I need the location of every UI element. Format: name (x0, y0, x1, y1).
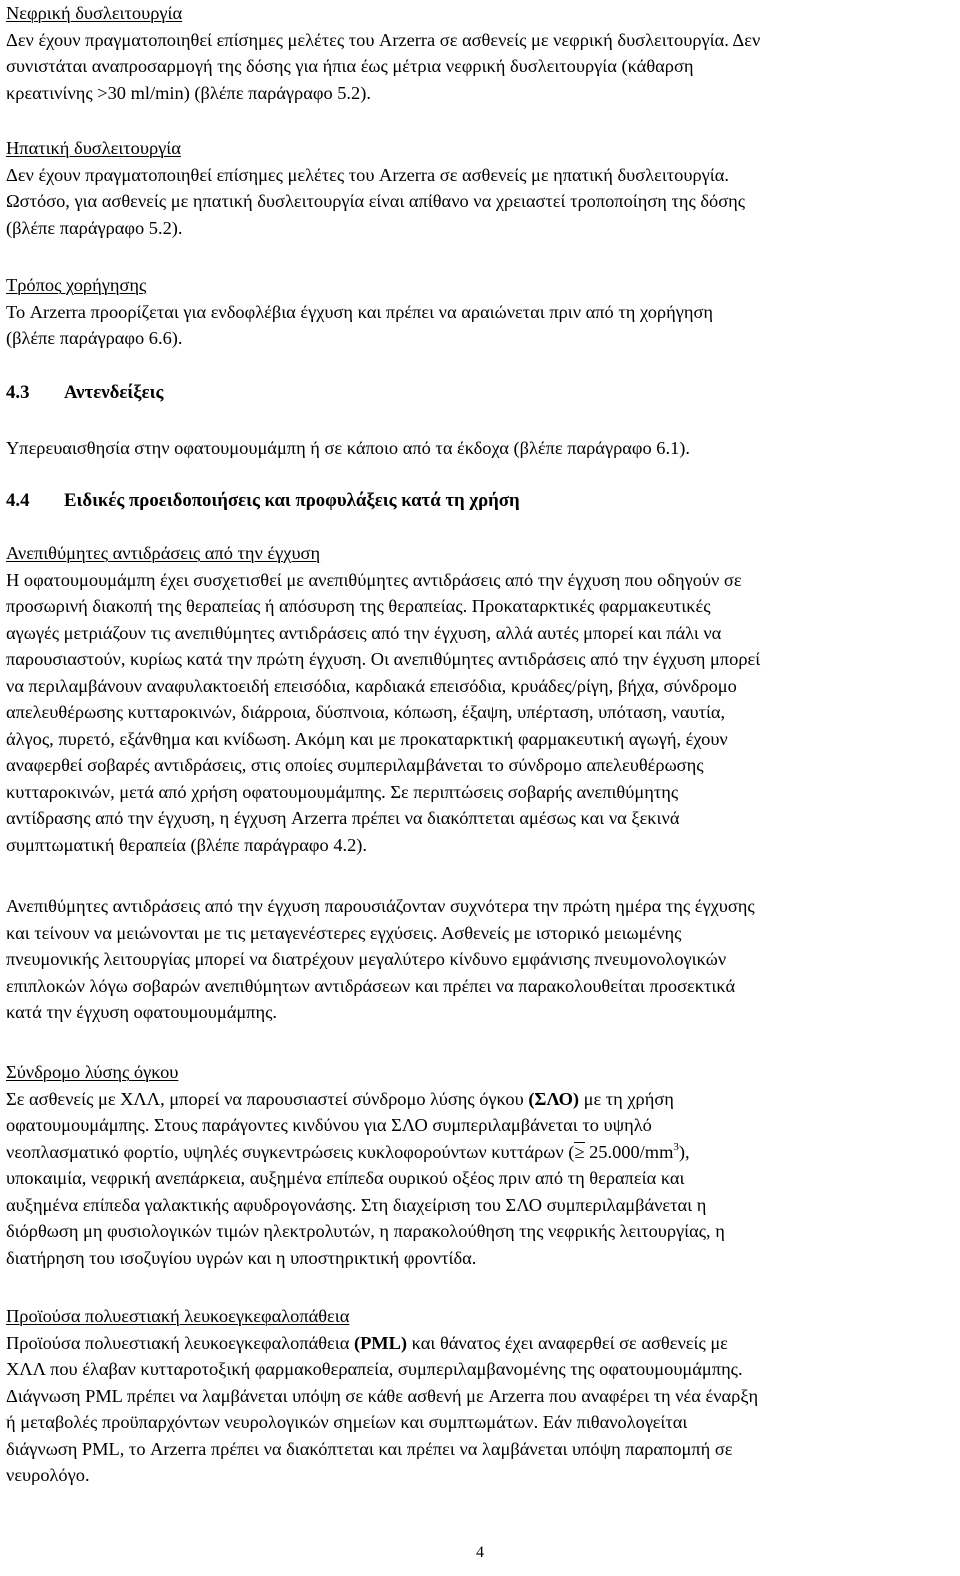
infusion-line: αγωγές μετριάζουν τις ανεπιθύμητες αντιδράσεις από την έγχυση, αλλά αυτές μπορεί και πάλι να (6, 622, 722, 643)
section-title: Αντενδείξεις (64, 382, 164, 403)
infusion-line: επιπλοκών λόγω σοβαρών ανεπιθύμητων αντιδράσεων και πρέπει να παρακολουθείται προσεκτικά (6, 975, 736, 996)
section-title: Ειδικές προειδοποιήσεις και προφυλάξεις κατά τη χρήση (64, 490, 520, 511)
renal-title: Νεφρική δυσλειτουργία (6, 3, 183, 23)
section-4-3-heading (6, 382, 163, 404)
contraindications-text: Υπερευαισθησία στην οφατουμουμάμπη ή σε κάποιο από τα έκδοχα (βλέπε παράγραφο 6.1). (6, 438, 690, 458)
renal-line: συνιστάται αναπροσαρμογή της δόσης για ήπια έως μέτρια νεφρική δυσλειτουργία (κάθαρση (6, 56, 694, 76)
pml-line: διάγνωση PML, το Arzerra πρέπει να διακόπτεται και πρέπει να λαμβάνεται υπόψη παραπομπή σε (6, 1438, 733, 1459)
infusion-line: να περιλαμβάνουν αναφυλακτοειδή επεισόδια, καρδιακά επεισόδια, κρυάδες/ρίγη, βήχα, σύνδρομο (6, 675, 737, 696)
hepatic-title: Ηπατική δυσλειτουργία (6, 138, 181, 158)
hepatic-section (6, 135, 942, 241)
infusion-line: συμπτωματική θεραπεία (βλέπε παράγραφο 4.2). (6, 834, 368, 855)
infusion-line: Ανεπιθύμητες αντιδράσεις από την έγχυση παρουσιάζονταν συχνότερα την πρώτη ημέρα της έγχυσης (6, 896, 755, 916)
infusion-line: άλγος, πυρετό, εξάνθημα και κνίδωση. Ακόμη και με προκαταρκτική φαρμακευτική αγωγή, έχουν (6, 728, 728, 749)
hepatic-line: Ωστόσο, για ασθενείς με ηπατική δυσλειτουργία είναι απίθανο να χρειαστεί τροποποίηση της δόσης (6, 191, 746, 211)
tls-line: αυξημένα επίπεδα γαλακτικής αφυδρογονάσης. Στη διαχείριση του ΣΛΟ συμπεριλαμβάνεται η (6, 1194, 707, 1215)
contraindications-section (6, 435, 942, 462)
tls-line (6, 1086, 942, 1113)
renal-line: Δεν έχουν πραγματοποιηθεί επίσημες μελέτες του Arzerra σε ασθενείς με νεφρική δυσλειτουργία. Δεν (6, 29, 761, 50)
section-number: 4.3 (6, 382, 30, 403)
tls-line: διόρθωση μη φυσιολογικών τιμών ηλεκτρολυτών, η παρακολούθηση της νεφρικής λειτουργίας, η (6, 1221, 725, 1241)
administration-line: Το Arzerra προορίζεται για ενδοφλέβια έγχυση και πρέπει να αραιώνεται πριν από τη χορήγηση (6, 301, 713, 322)
infusion-line: απελευθέρωσης κυτταροκινών, διάρροια, δύσπνοια, κόπωση, έξαψη, υπέρταση, υπόταση, ναυτία, (6, 702, 726, 722)
infusion-line: και τείνουν να μειώνονται με τις μεταγενέστερες εγχύσεις. Ασθενείς με ιστορικό μειωμένης (6, 922, 682, 943)
tls-text: με τη χρήση (579, 1088, 674, 1109)
infusion-title: Ανεπιθύμητες αντιδράσεις από την έγχυση (6, 543, 321, 563)
infusion-line: κατά την έγχυση οφατουμουμάμπης. (6, 1002, 277, 1022)
administration-line: (βλέπε παράγραφο 6.6). (6, 328, 183, 348)
infusion-line: Η οφατουμουμάμπη έχει συσχετισθεί με ανεπιθύμητες αντιδράσεις από την έγχυση που οδηγούν σε (6, 569, 742, 590)
renal-section (6, 0, 942, 106)
tls-title: Σύνδρομο λύσης όγκου (6, 1062, 179, 1082)
administration-title: Τρόπος χορήγησης (6, 275, 147, 295)
infusion-line: παρουσιαστούν, κυρίως κατά την πρώτη έγχυση. Οι ανεπιθύμητες αντιδράσεις από την έγχυση μπορεί (6, 649, 761, 669)
pml-line: ΧΛΛ που έλαβαν κυτταροτοξική φαρμακοθεραπεία, συμπεριλαμβανομένης της οφατουμουμάμπης. (6, 1359, 743, 1379)
renal-line: κρεατινίνης >30 ml/min) (βλέπε παράγραφο 5.2). (6, 82, 371, 103)
superscript: 3 (673, 1140, 679, 1153)
tls-text: Σε ασθενείς με ΧΛΛ, μπορεί να παρουσιαστεί σύνδρομο λύσης όγκου (6, 1088, 529, 1109)
infusion-line: πνευμονικής λειτουργίας μπορεί να διατρέχουν μεγαλύτερο κίνδυνο εμφάνισης πνευμονολογικών (6, 949, 727, 969)
tls-line: οφατουμουμάμπης. Στους παράγοντες κινδύνου για ΣΛΟ συμπεριλαμβάνεται το υψηλό (6, 1115, 652, 1135)
infusion-paragraph-2 (6, 893, 942, 1026)
infusion-line: αντίδρασης από την έγχυση, η έγχυση Arzerra πρέπει να διακόπτεται αμέσως και να ξεκινά (6, 808, 680, 828)
tls-text: νεοπλασματικό φορτίο, υψηλές συγκεντρώσεις κυκλοφορούντων κυττάρων ( (6, 1141, 575, 1162)
infusion-line: προσωρινή διακοπή της θεραπείας ή απόσυρση της θεραπείας. Προκαταρκτικές φαρμακευτικές (6, 596, 711, 616)
hepatic-line: Δεν έχουν πραγματοποιηθεί επίσημες μελέτες του Arzerra σε ασθενείς με ηπατική δυσλειτουργία. (6, 164, 729, 185)
pml-line: νευρολόγο. (6, 1465, 90, 1485)
infusion-section (6, 540, 942, 858)
pml-section (6, 1303, 942, 1489)
tls-line (6, 1139, 942, 1166)
pml-line: Διάγνωση PML πρέπει να λαμβάνεται υπόψη σε κάθε ασθενή με Arzerra που αναφέρει τη νέα έναρξη (6, 1385, 759, 1406)
section-number: 4.4 (6, 490, 30, 511)
page-number: 4 (476, 1544, 484, 1561)
tls-text: ), (678, 1141, 690, 1162)
pml-abbreviation: (PML) (353, 1332, 408, 1353)
hepatic-line: (βλέπε παράγραφο 5.2). (6, 217, 183, 238)
tls-line: διατήρηση του ισοζυγίου υγρών και η υποστηρικτική φροντίδα. (6, 1247, 477, 1268)
tls-line: υποκαιμία, νεφρική ανεπάρκεια, αυξημένα επίπεδα ουρικού οξέος πριν από τη θεραπεία και (6, 1168, 685, 1188)
section-4-4-heading (6, 490, 520, 512)
administration-section (6, 272, 942, 352)
tls-abbreviation: (ΣΛΟ) (528, 1088, 580, 1109)
pml-text: Προϊούσα πολυεστιακή λευκοεγκεφαλοπάθεια (6, 1332, 354, 1353)
pml-text: και θάνατος έχει αναφερθεί σε ασθενείς με (407, 1332, 728, 1353)
tls-section (6, 1059, 942, 1271)
infusion-line: αναφερθεί σοβαρές αντιδράσεις, στις οποίες συμπεριλαμβάνεται το σύνδρομο απελευθέρωσης (6, 755, 704, 775)
pml-line: ή μεταβολές προϋπαρχόντων νευρολογικών σημείων και συμπτωμάτων. Εάν πιθανολογείται (6, 1412, 688, 1432)
tls-value: 25.000/mm (584, 1141, 674, 1162)
greater-equal-symbol: ≥ (574, 1141, 585, 1162)
pml-title: Προϊούσα πολυεστιακή λευκοεγκεφαλοπάθεια (6, 1306, 350, 1326)
pml-line (6, 1330, 942, 1357)
infusion-line: κυτταροκινών, μετά από χρήση οφατουμουμάμπης. Σε περιπτώσεις σοβαρής ανεπιθύμητης (6, 781, 679, 802)
